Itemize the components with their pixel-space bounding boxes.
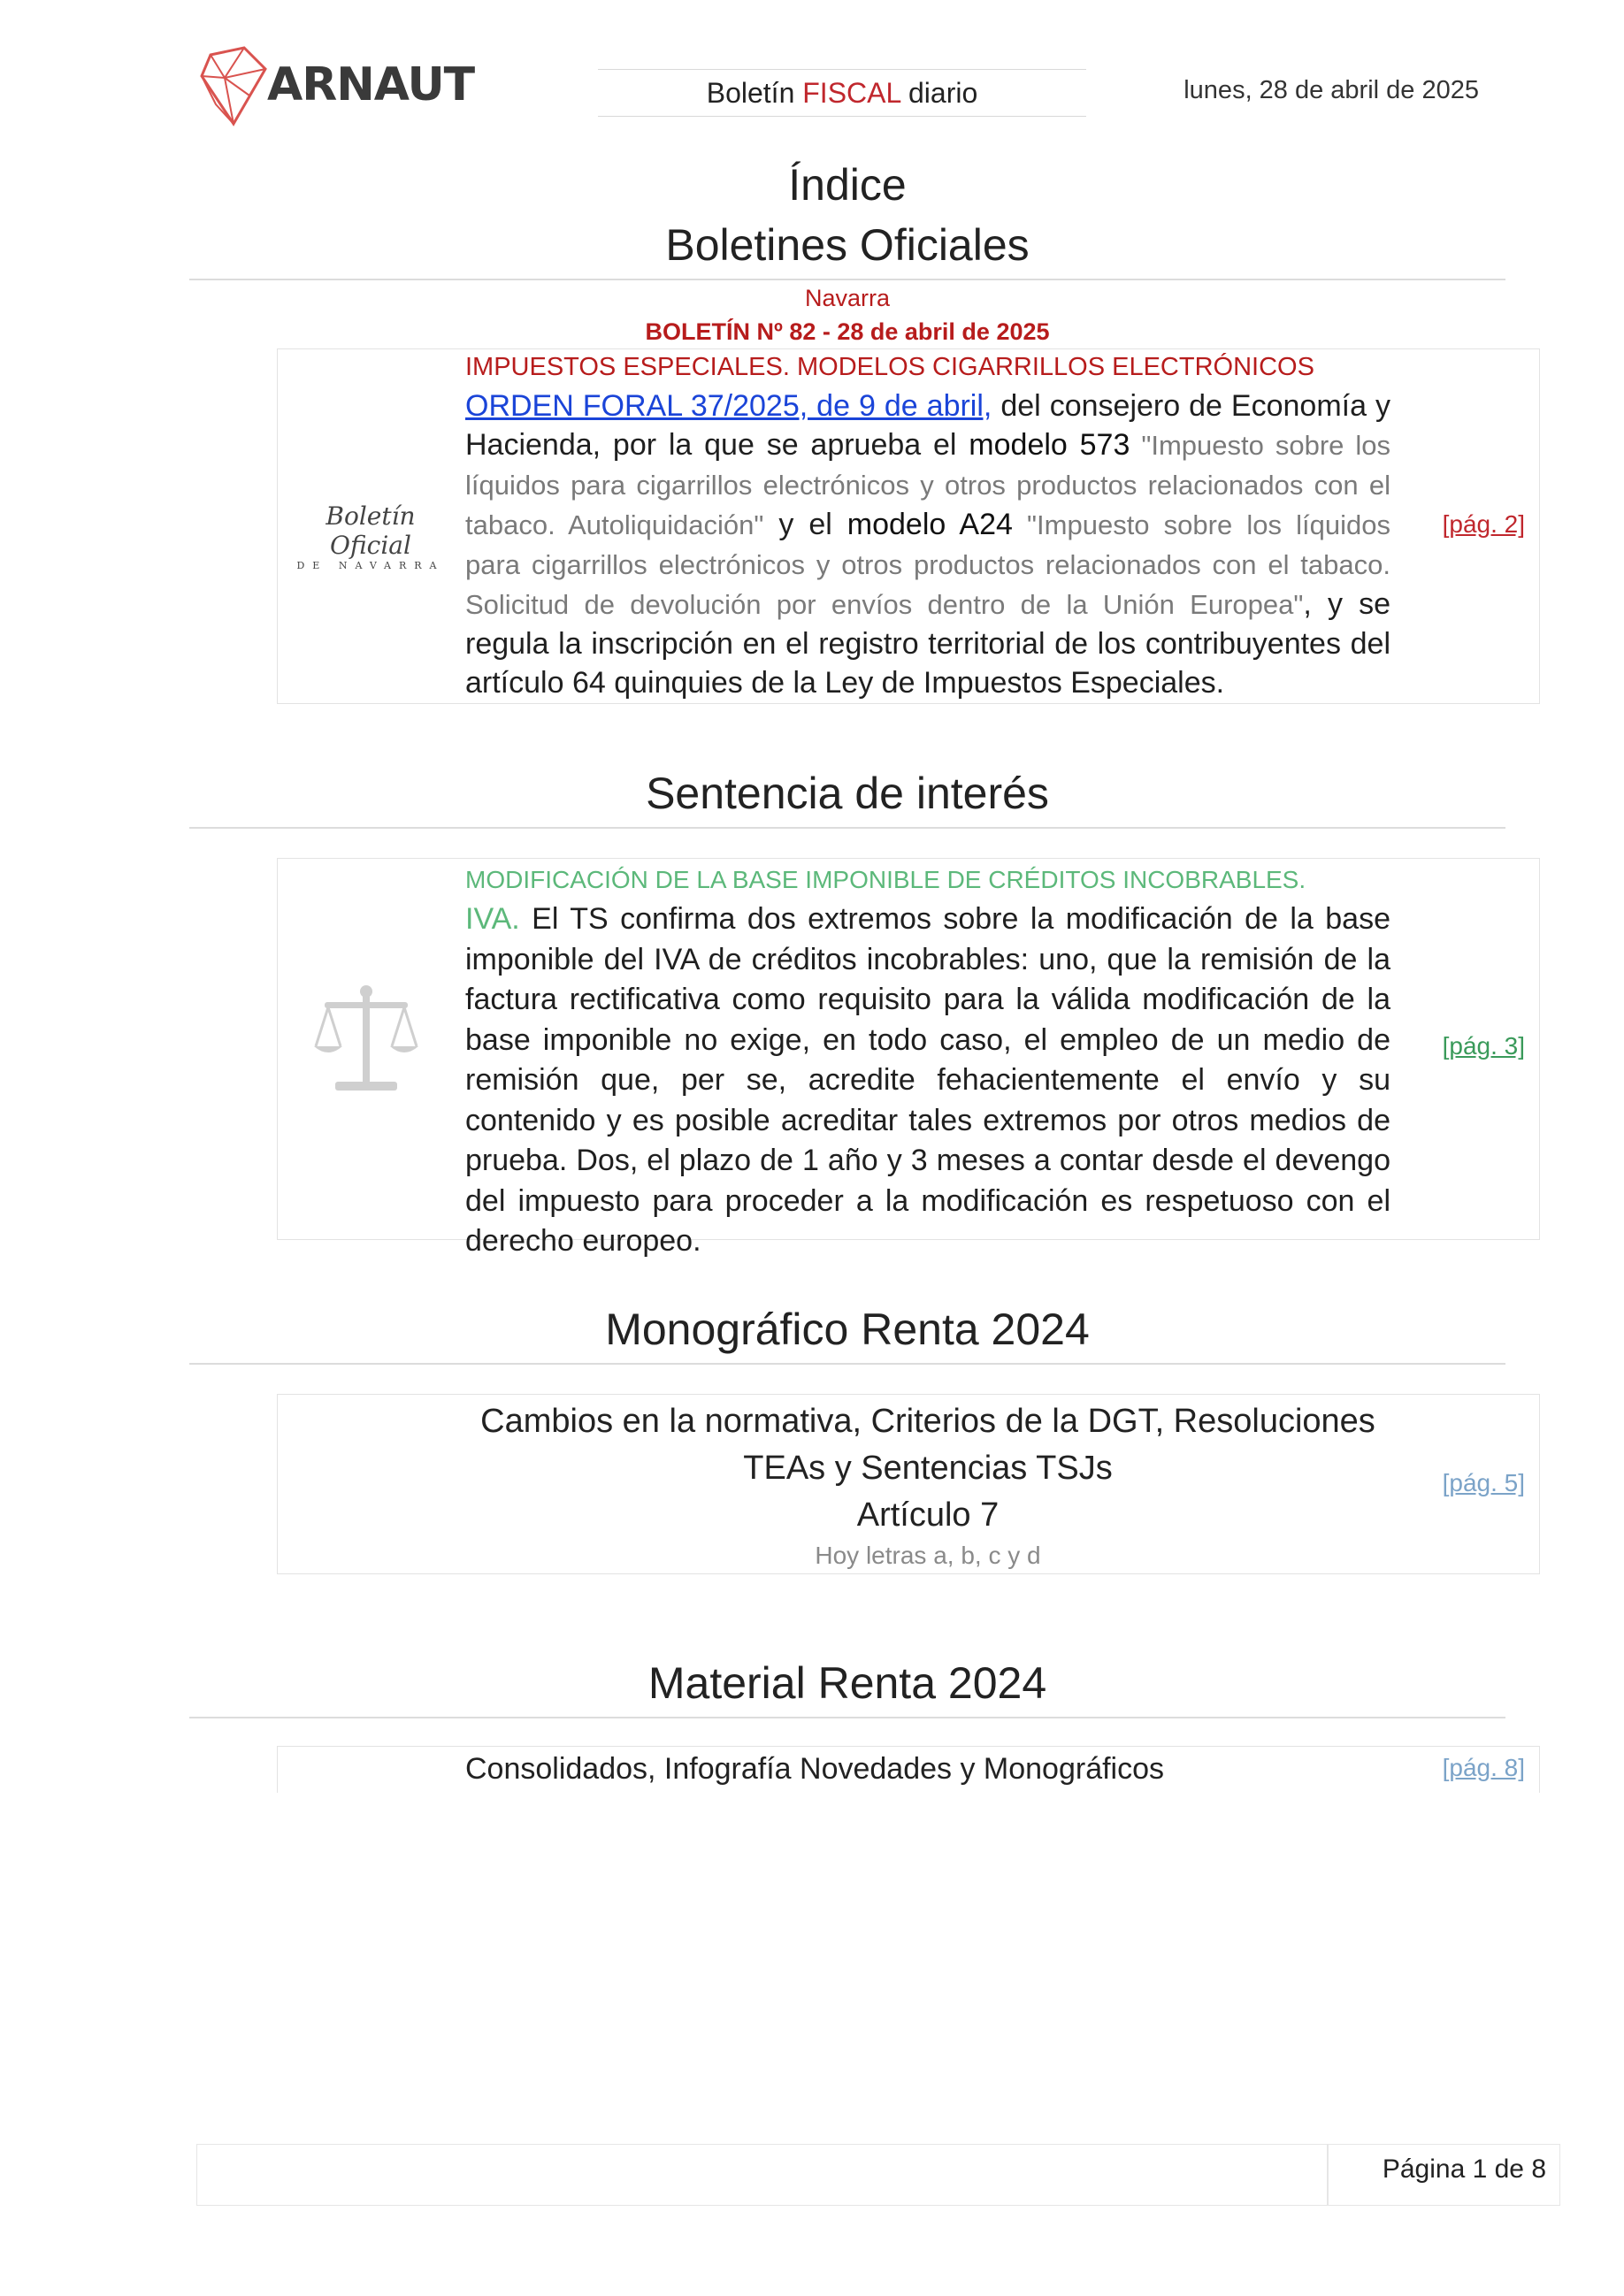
boletin-number: BOLETÍN Nº 82 - 28 de abril de 2025 (645, 318, 1050, 345)
title-prefix: Boletín (706, 77, 803, 109)
boletin-page-link[interactable]: [pág. 2] (1442, 510, 1525, 538)
sentencia-entry (277, 858, 1540, 1258)
bulletin-title (598, 69, 1086, 117)
sentencia-category: MODIFICACIÓN DE LA BASE IMPONIBLE DE CRÉDITOS INCOBRABLES. (465, 866, 1306, 893)
boletines-title: Boletines Oficiales (665, 220, 1030, 270)
scales-icon (309, 983, 424, 1098)
page-number: Página 1 de 8 (1382, 2154, 1546, 2184)
entry-body (465, 386, 1390, 702)
orden-foral-link[interactable]: ORDEN FORAL 37/2025, de 9 de abril, (465, 389, 992, 423)
section-divider (189, 1363, 1505, 1365)
monografico-line4: Hoy letras a, b, c y d (815, 1542, 1041, 1569)
title-accent: FISCAL (802, 77, 901, 109)
bon-logo-line1: Boletín Oficial (326, 501, 416, 560)
monografico-lines (465, 1398, 1390, 1573)
material-text: Consolidados, Infografía Novedades y Monográficos (465, 1752, 1165, 1786)
monografico-line3: Artículo 7 (856, 1496, 1000, 1534)
sentencia-body (465, 899, 1390, 1262)
entry-quote-1: "Impuesto sobre los líquidos para cigarrillos electrónicos y otros productos relacionados con el tabaco. Autoliquidación" (465, 430, 1390, 540)
sentencia-page-link[interactable]: [pág. 3] (1442, 1032, 1525, 1060)
boletin-entry (277, 348, 1540, 704)
monografico-line2: TEAs y Sentencias TSJs (743, 1450, 1113, 1487)
entry-text-2: y el (763, 508, 847, 541)
section-divider (189, 279, 1505, 280)
entry-text-1: del consejero de Economía y Hacienda, por la que se aprueba el (465, 389, 1390, 462)
bon-logo-line2: DE NAVARRA (296, 560, 445, 571)
region-label: Navarra (804, 285, 891, 311)
bon-logo (287, 501, 455, 571)
modelo-a24: modelo A24 (846, 508, 1013, 541)
entry-category: IMPUESTOS ESPECIALES. MODELOS CIGARRILLOS ELECTRÓNICOS (465, 353, 1314, 381)
monografico-title: Monográfico Renta 2024 (605, 1305, 1090, 1354)
index-title: Índice (788, 160, 907, 210)
entry-quote-2: "Impuesto sobre los líquidos para cigarrillos electrónicos y otros productos relacionados con el tabaco. Solicitud de devolución por envíos dentro de la Unión Europea" (465, 509, 1390, 620)
sentencia-text: El TS confirma dos extremos sobre la modificación de la base imponible del IVA de créditos incobrables: uno, que la remisión de la factura rectificativa como requisito para la válida modificación de la base imponible no exige, en todo caso, el empleo de un medio de remisión que, per se, acredite fehacientemente el envío y su contenido y es posible acreditar tales extremos por otros medios de prueba. Dos, el plazo de 1 año y 3 meses a contar desde el devengo del impuesto para proceder a la modificación es respetuoso con el derecho europeo. (465, 902, 1390, 1258)
section-divider (189, 827, 1505, 829)
monografico-page-link[interactable]: [pág. 5] (1442, 1469, 1525, 1496)
logo-text: ARNAUT (267, 58, 475, 111)
header-date: lunes, 28 de abril de 2025 (1184, 76, 1479, 104)
material-page-link[interactable]: [pág. 8] (1442, 1754, 1525, 1781)
arnaut-logo (198, 42, 475, 131)
entry-text-3: , y se regula la inscripción en el registro territorial de los contribuyentes del artículo 64 quinquies de la Ley de Impuestos Especiales. (465, 587, 1391, 700)
monografico-entry (277, 1394, 1540, 1574)
sentencia-title: Sentencia de interés (646, 769, 1049, 818)
section-divider (189, 1717, 1505, 1718)
material-entry (277, 1746, 1540, 1793)
material-title: Material Renta 2024 (647, 1658, 1047, 1708)
monografico-line1: Cambios en la normativa, Criterios de la DGT, Resoluciones (480, 1403, 1375, 1440)
modelo-573: modelo 573 (969, 428, 1130, 462)
gem-logo-icon (198, 42, 269, 131)
footer-left-cell (196, 2144, 1329, 2206)
sentencia-lead: IVA. (465, 902, 520, 936)
title-suffix: diario (900, 77, 978, 109)
